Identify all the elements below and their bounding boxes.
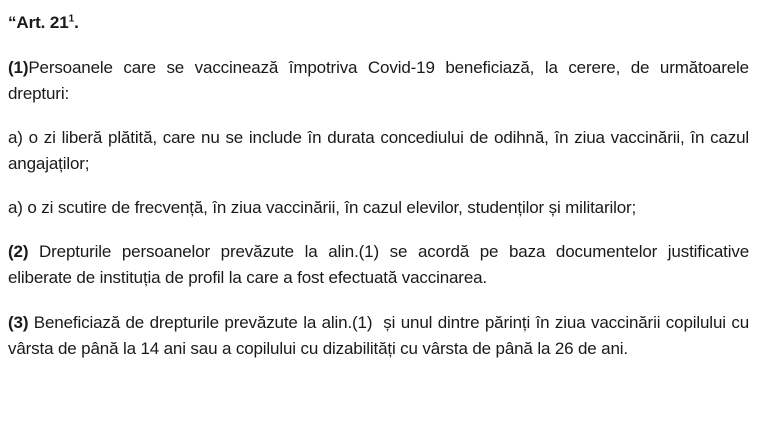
paragraph-marker-alin-3: (3) [8,313,29,332]
paragraph-marker-alin-2: (2) [8,242,29,261]
spacer-1 [8,107,749,125]
paragraph-space-alin-2 [28,242,39,261]
paragraph-alin-1 [8,55,754,107]
spacer-3 [8,221,749,239]
spacer-after-heading [8,36,749,55]
document-text-body [8,0,754,362]
paragraph-marker-lit-a-2: a) [8,198,23,217]
heading-open-quote: “ [8,13,17,32]
paragraph-text-alin-3: Beneficiază de drepturile prevăzute la alin.(1) și unul dintre părinți în ziua vaccinării copilului cu vârsta de până la 14 ani sau a copilului cu dizabilități cu vârsta de până la 26 de ani. [8,313,754,358]
article-heading [8,0,749,36]
spacer-4 [8,291,749,310]
spacer-2 [8,177,749,195]
paragraph-marker-alin-1: (1) [8,58,29,77]
paragraph-lit-a-1 [8,125,754,177]
paragraph-alin-3 [8,310,754,362]
paragraph-alin-2 [8,239,754,291]
heading-article-label: Art. 21 [16,13,69,32]
paragraph-text-alin-1: Persoanele care se vaccinează împotriva Covid-19 beneficiază, la cerere, de următoarele drepturi: [8,58,754,103]
paragraph-marker-lit-a-1: a) [8,128,23,147]
paragraph-text-alin-2: Drepturile persoanelor prevăzute la alin.(1) se acordă pe baza documentelor justificative eliberate de instituția de profil la care a fost efectuată vaccinarea. [8,242,754,287]
paragraph-text-lit-a-1: o zi liberă plătită, care nu se include în durata concediului de odihnă, în ziua vaccinării, în cazul angajaților; [8,128,754,173]
paragraph-text-lit-a-2: o zi scutire de frecvență, în ziua vaccinării, în cazul elevilor, studenților și militarilor; [27,198,637,217]
heading-superscript: 1 [68,13,75,25]
heading-trailing-period: . [74,13,79,32]
paragraph-lit-a-2 [8,195,749,221]
